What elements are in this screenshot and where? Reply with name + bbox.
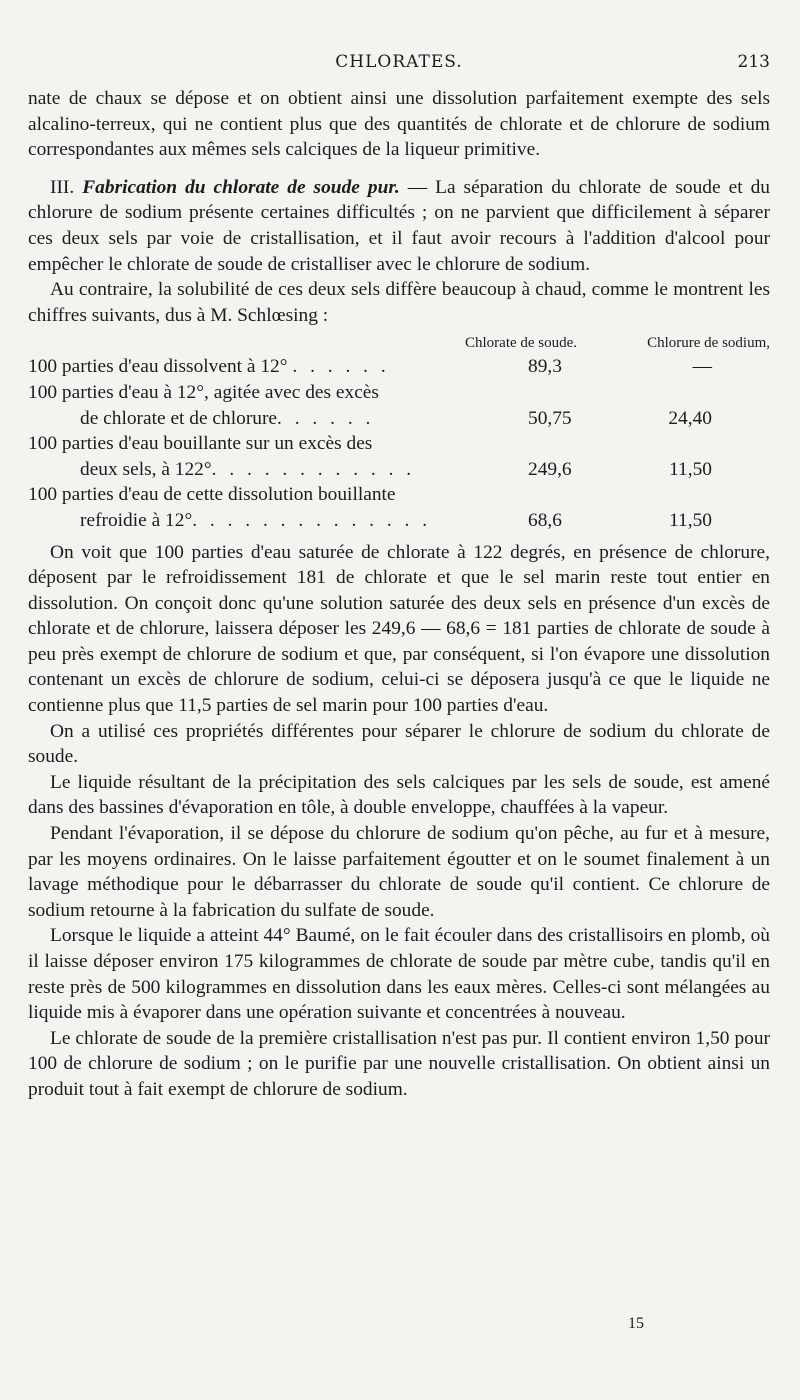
section-text: — La séparation du chlorate de soude et du chlorure de sodium présente certaines difficultés ; on ne parvient que difficilement à séparer ces deux sels par voie de cristallisation, et il faut avoir recours à l'addition d'alcool pour empêcher le chlorate de soude de cristalliser avec le chlorure de sodium. <box>28 176 771 275</box>
table-cell-chlorate: 50,75 <box>528 407 572 429</box>
table-row: 100 parties d'eau de cette dissolution bouillante refroidie à 12°. . . . . . . . . . . . . . 68,6 11,50 <box>28 482 770 533</box>
paragraph: Le chlorate de soude de la première cristallisation n'est pas pur. Il contient environ 1,50 pour 100 de chlorure de sodium ; on le purifie par une nouvelle cristallisation. On obtient ainsi un produit tout à fait exempt de chlorure de sodium. <box>28 1027 770 1100</box>
paragraph-intro: nate de chaux se dépose et on obtient ainsi une dissolution parfaitement exempte des sels alcalino-terreux, qui ne contient plus que des quantités de chlorate et de chlorure de sodium correspondantes aux mêmes sels calciques de la liqueur primitive. <box>28 88 770 161</box>
table-cell-chlorure: — <box>692 356 712 378</box>
paragraph-table-intro: Au contraire, la solubilité de ces deux sels diffère beaucoup à chaud, comme le montrent les chiffres suivants, dus à M. Schlœsing : <box>28 279 770 326</box>
table-row: 100 parties d'eau à 12°, agitée avec des excès de chlorate et de chlorure. . . . . . 50,75 24,40 <box>28 380 770 431</box>
table-cell-chlorate: 89,3 <box>528 356 562 378</box>
section-3-paragraph <box>28 175 770 277</box>
paragraph: On a utilisé ces propriétés différentes pour séparer le chlorure de sodium du chlorate de soude. <box>28 720 770 768</box>
table-cell-chlorure: 11,50 <box>669 509 712 531</box>
section-number: III. <box>50 176 75 198</box>
table-cell-chlorate: 68,6 <box>528 509 562 531</box>
signature-mark: 15 <box>628 1315 644 1332</box>
solubility-table <box>28 332 770 533</box>
table-cell-chlorate: 249,6 <box>528 458 572 480</box>
column-header-chlorure: Chlorure de sodium, <box>647 335 770 352</box>
table-row: 100 parties d'eau bouillante sur un excès des deux sels, à 122°. . . . . . . . . . . . 249,6 11,50 <box>28 431 770 482</box>
table-cell-chlorure: 11,50 <box>669 458 712 480</box>
paragraph: Le liquide résultant de la précipitation des sels calciques par les sels de soude, est amené dans des bassines d'évaporation en tôle, à double enveloppe, chauffées à la vapeur. <box>28 771 770 819</box>
running-title: CHLORATES. <box>335 52 463 72</box>
paragraph: Pendant l'évaporation, il se dépose du chlorure de sodium qu'on pêche, au fur et à mesure, par les moyens ordinaires. On le laisse parfaitement égoutter et on le soumet finalement à un lavage méthodique pour le débarrasser du chlorate de soude qu'il contient. Ce chlorure de sodium retourne à la fabrication du sulfate de soude. <box>28 823 770 921</box>
running-head <box>28 52 770 78</box>
paragraph: Lorsque le liquide a atteint 44° Baumé, on le fait écouler dans des cristallisoirs en plomb, où il laisse déposer environ 175 kilogrammes de chlorate de soude par mètre cube, tandis qu'il en reste près de 500 kilogrammes en dissolution dans les eaux mères. Celles-ci sont mélangées au liquide mis à évaporer dans une opération suivante et concentrées à nouveau. <box>28 925 770 1024</box>
body-text <box>28 86 770 1103</box>
page-number: 213 <box>737 52 770 72</box>
table-cell-chlorure: 24,40 <box>668 407 712 429</box>
section-title: Fabrication du chlorate de soude pur. <box>82 176 400 198</box>
paragraph: On voit que 100 parties d'eau saturée de chlorate à 122 degrés, en présence de chlorure, déposent par le refroidissement 181 de chlorate et que le sel marin reste tout entier en dissolution. On conçoit donc qu'une solution saturée des deux sels en présence d'un excès de chlorate et de chlorure, laissera déposer les 249,6 — 68,6 = 181 parties de chlorate de soude à peu près exempt de chlorure de sodium et que, par conséquent, si l'on évapore une dissolution contenant un excès de chlorure de sodium, celui-ci se déposera jusqu'à ce que le liquide ne contienne plus que 11,5 parties de sel marin pour 100 parties d'eau. <box>28 541 770 717</box>
table-header <box>28 332 770 354</box>
table-row: 100 parties d'eau dissolvent à 12° . . . . . . 89,3 — <box>28 354 770 380</box>
column-header-chlorate: Chlorate de soude. <box>465 335 578 352</box>
